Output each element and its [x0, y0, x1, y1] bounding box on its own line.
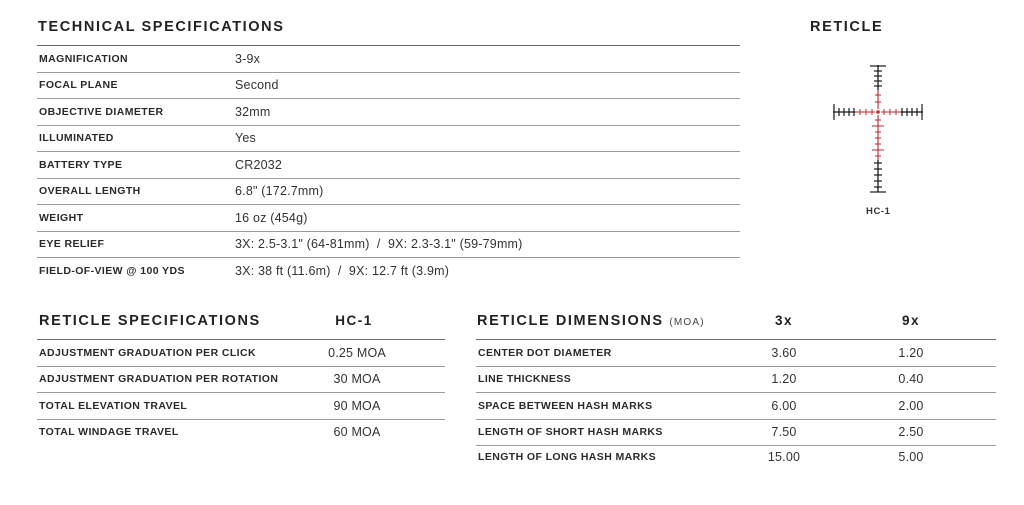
- spec-value: 32mm: [235, 104, 271, 119]
- spec-value: 30 MOA: [333, 372, 381, 387]
- table-row: [37, 419, 445, 446]
- spec-value: 3X: 38 ft (11.6m) / 9X: 12.7 ft (3.9m): [235, 263, 450, 278]
- spec-label: EYE RELIEF: [39, 238, 105, 251]
- dim-value-9x: 5.00: [898, 450, 924, 464]
- spec-value: 3X: 2.5-3.1" (64-81mm) / 9X: 2.3-3.1" (59-79mm): [235, 237, 523, 252]
- spec-value: 3-9x: [235, 51, 261, 66]
- dim-value-9x: 0.40: [898, 372, 924, 387]
- spec-label: TOTAL WINDAGE TRAVEL: [39, 426, 179, 439]
- spec-value: Yes: [235, 131, 256, 146]
- table-row: [476, 419, 996, 446]
- dim-label: CENTER DOT DIAMETER: [478, 346, 612, 359]
- spec-label: ADJUSTMENT GRADUATION PER ROTATION: [39, 373, 279, 386]
- reticle-dims-title: [477, 313, 705, 329]
- dim-value-3x: 7.50: [771, 425, 797, 440]
- reticle-specs-title: RETICLE SPECIFICATIONS: [39, 313, 261, 329]
- spec-value: 90 MOA: [333, 398, 381, 413]
- dim-label: LENGTH OF SHORT HASH MARKS: [478, 426, 663, 439]
- table-row: [476, 366, 996, 393]
- reticle-dims-col-3x: 3x: [774, 313, 794, 328]
- dim-value-3x: 15.00: [767, 450, 801, 464]
- spec-value: 0.25 MOA: [328, 345, 386, 360]
- dim-value-9x: 1.20: [898, 345, 924, 360]
- table-row: [476, 445, 996, 468]
- spec-label: MAGNIFICATION: [39, 52, 128, 65]
- table-row: [37, 339, 445, 366]
- table-row: [37, 45, 740, 72]
- spec-label: FIELD-OF-VIEW @ 100 YDS: [39, 264, 185, 277]
- spec-value: Second: [235, 78, 279, 93]
- dim-value-9x: 2.00: [898, 398, 924, 413]
- table-row: [37, 392, 445, 419]
- spec-label: TOTAL ELEVATION TRAVEL: [39, 399, 188, 412]
- reticle-specs-table: [37, 339, 445, 445]
- reticle-crosshair-diagram: [828, 62, 928, 198]
- spec-label: WEIGHT: [39, 211, 84, 224]
- spec-value: 16 oz (454g): [235, 210, 308, 225]
- dim-value-3x: 3.60: [771, 345, 797, 360]
- reticle-dims-unit: (MOA): [669, 317, 705, 328]
- table-row: [37, 257, 740, 284]
- reticle-title: RETICLE: [810, 19, 884, 35]
- table-row: [37, 98, 740, 125]
- table-row: [476, 392, 996, 419]
- reticle-dims-table: [476, 339, 996, 468]
- spec-label: ILLUMINATED: [39, 132, 114, 145]
- reticle-caption: HC-1: [866, 206, 891, 217]
- spec-label: FOCAL PLANE: [39, 79, 118, 92]
- dim-label: LINE THICKNESS: [478, 373, 572, 386]
- dim-label: SPACE BETWEEN HASH MARKS: [478, 399, 653, 412]
- dim-value-3x: 6.00: [771, 398, 797, 413]
- spec-label: OBJECTIVE DIAMETER: [39, 105, 164, 118]
- spec-label: ADJUSTMENT GRADUATION PER CLICK: [39, 346, 256, 359]
- reticle-specs-column-header: HC-1: [335, 313, 373, 328]
- table-row: [37, 72, 740, 99]
- table-row: [476, 339, 996, 366]
- spec-value: CR2032: [235, 157, 283, 172]
- table-row: [37, 231, 740, 258]
- spec-label: OVERALL LENGTH: [39, 185, 141, 198]
- technical-specs-title: TECHNICAL SPECIFICATIONS: [38, 19, 285, 35]
- reticle-dims-col-9x: 9x: [901, 313, 921, 328]
- dim-value-3x: 1.20: [771, 372, 797, 387]
- spec-value: 60 MOA: [333, 425, 381, 440]
- technical-specs-table: [37, 45, 740, 284]
- dim-label: LENGTH OF LONG HASH MARKS: [478, 451, 656, 463]
- spec-value: 6.8" (172.7mm): [235, 184, 324, 199]
- reticle-center-dot: [876, 110, 880, 114]
- table-row: [37, 204, 740, 231]
- table-row: [37, 366, 445, 393]
- table-row: [37, 178, 740, 205]
- reticle-dims-title-text: RETICLE DIMENSIONS: [477, 313, 664, 329]
- spec-label: BATTERY TYPE: [39, 158, 123, 171]
- table-row: [37, 125, 740, 152]
- table-row: [37, 151, 740, 178]
- dim-value-9x: 2.50: [898, 425, 924, 440]
